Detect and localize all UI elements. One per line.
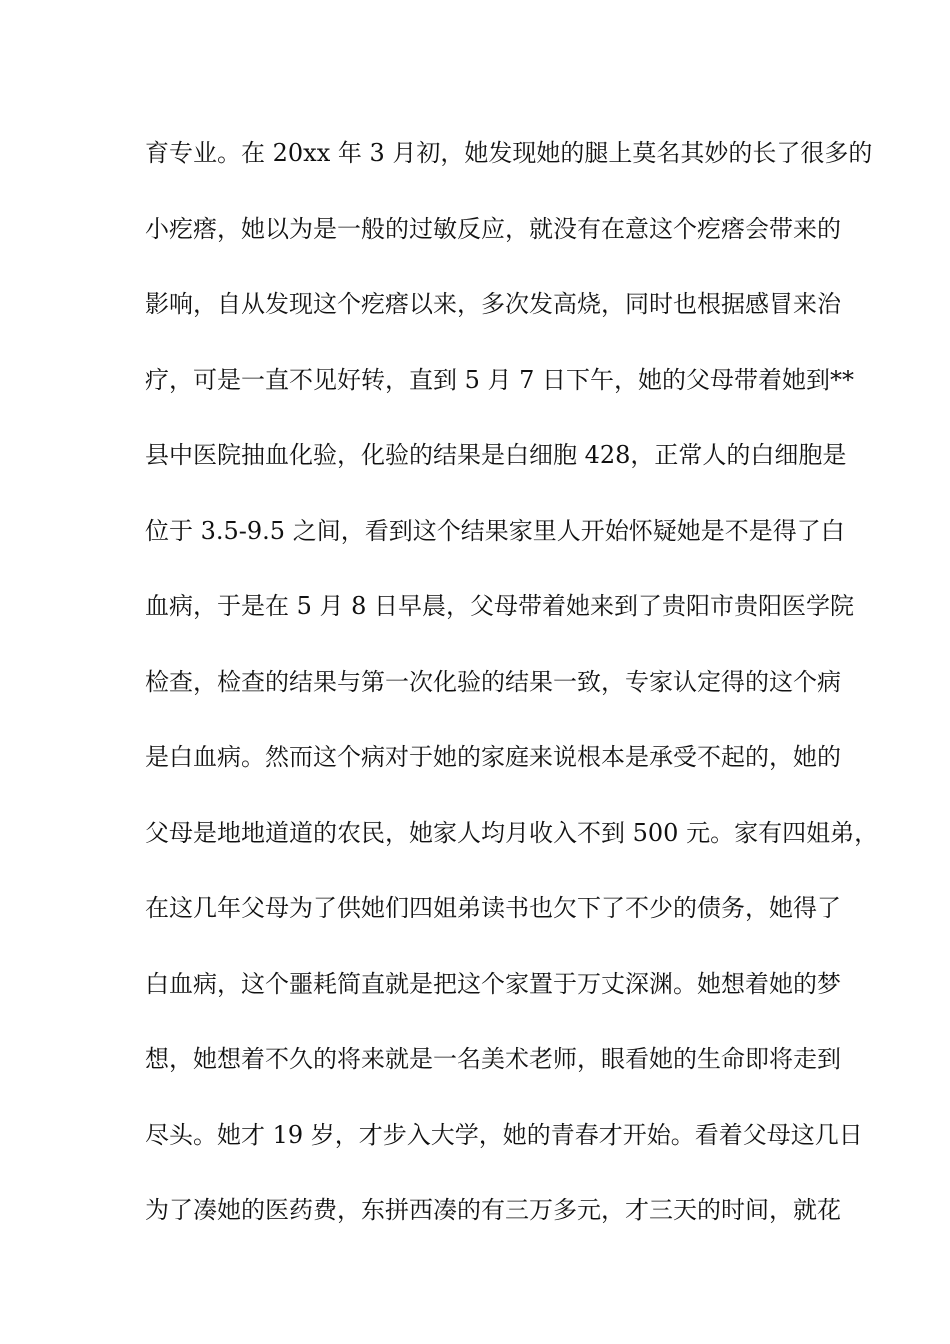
text-line: 血病，于是在 5 月 8 日早晨，父母带着她来到了贵阳市贵阳医学院	[145, 592, 855, 620]
text-line: 是白血病。然而这个病对于她的家庭来说根本是承受不起的，她的	[145, 743, 841, 771]
text-line: 白血病，这个噩耗简直就是把这个家置于万丈深渊。她想着她的梦	[145, 969, 841, 998]
text-line: 尽头。她才 19 岁，才步入大学，她的青春才开始。看着父母这几日	[145, 1120, 863, 1149]
text-line: 在这几年父母为了供她们四姐弟读书也欠下了不少的债务，她得了	[145, 894, 841, 922]
text-line: 疗，可是一直不见好转，直到 5 月 7 日下午，她的父母带着她到**	[145, 365, 855, 394]
text-line: 位于 3.5-9.5 之间，看到这个结果家里人开始怀疑她是不是得了白	[145, 516, 845, 545]
text-line: 育专业。在 20xx 年 3 月初，她发现她的腿上莫名其妙的长了很多的	[145, 139, 873, 167]
text-line: 县中医院抽血化验，化验的结果是白细胞 428，正常人的白细胞是	[145, 441, 847, 469]
text-line: 影响，自从发现这个疙瘩以来，多次发高烧，同时也根据感冒来治	[145, 290, 841, 318]
text-line: 父母是地地道道的农民，她家人均月收入不到 500 元。家有四姐弟，	[145, 818, 879, 847]
text-line: 为了凑她的医药费，东拼西凑的有三万多元，才三天的时间，就花	[145, 1196, 841, 1224]
text-line: 小疙瘩，她以为是一般的过敏反应，就没有在意这个疙瘩会带来的	[145, 214, 841, 243]
body-text	[145, 128, 879, 1261]
text-line: 检查，检查的结果与第一次化验的结果一致，专家认定得的这个病	[145, 667, 841, 696]
text-line: 想，她想着不久的将来就是一名美术老师，眼看她的生命即将走到	[145, 1045, 841, 1073]
